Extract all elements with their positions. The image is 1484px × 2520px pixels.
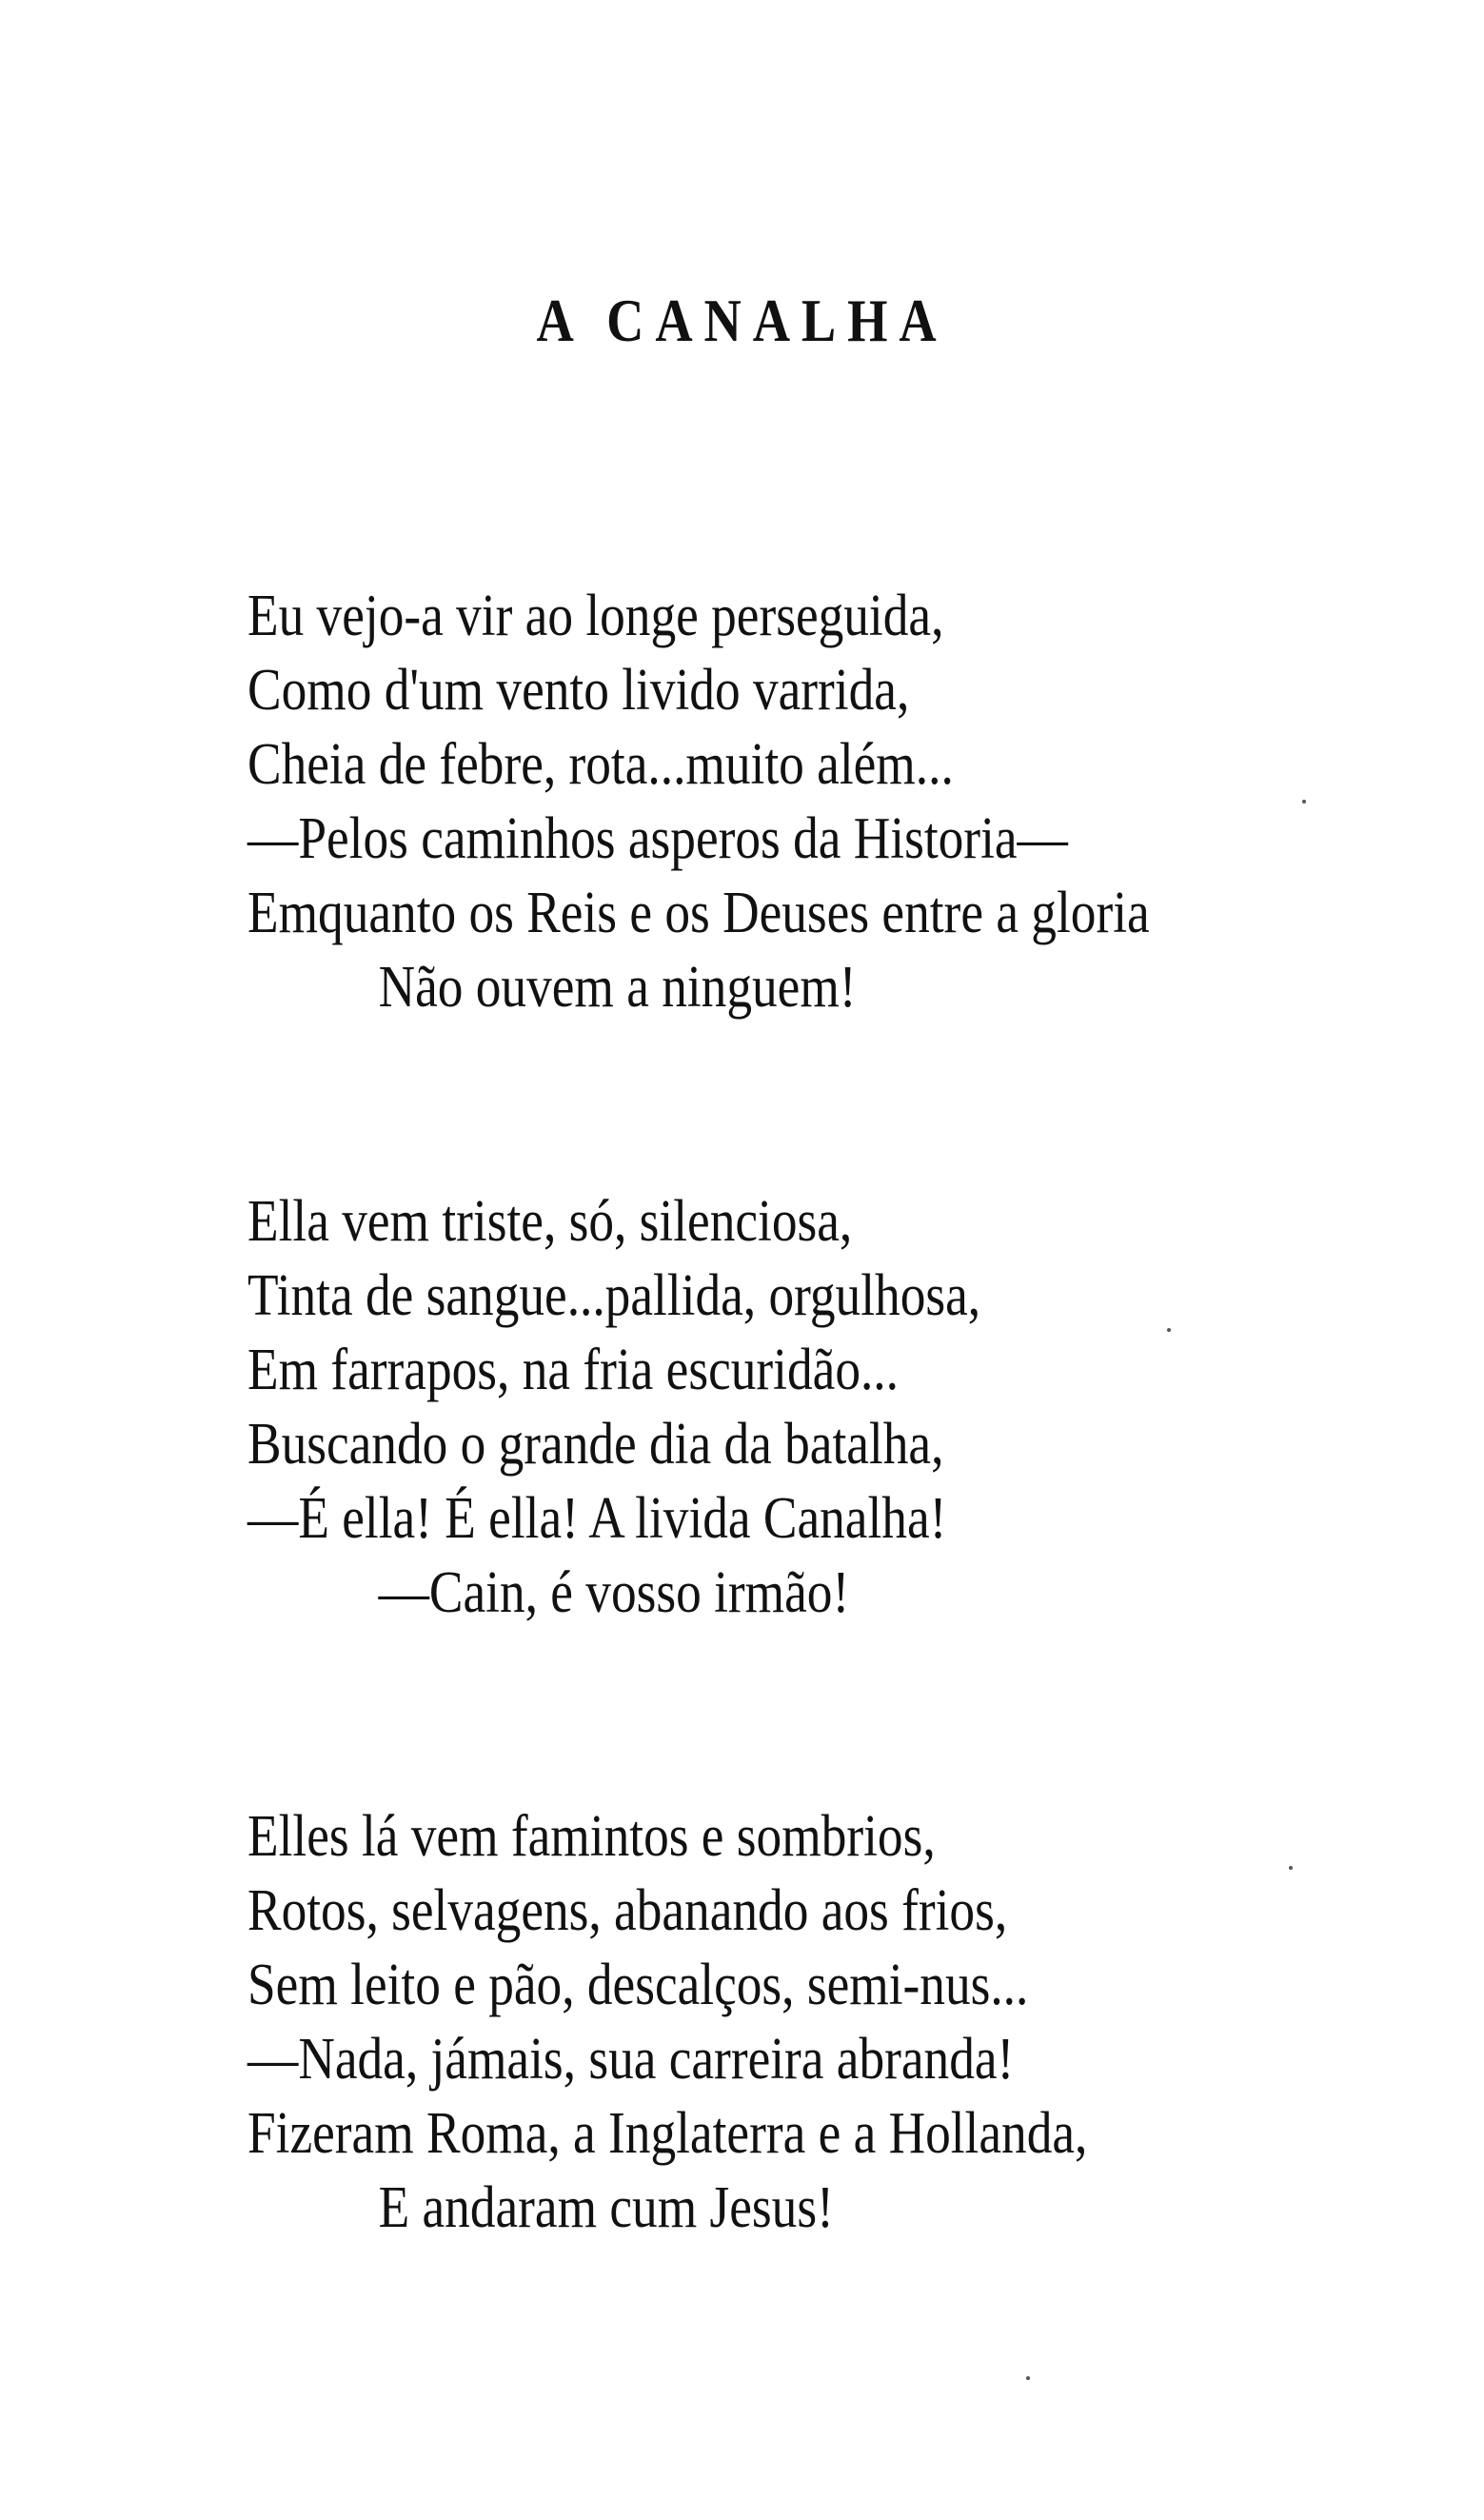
poem-title: A CANALHA <box>536 287 948 354</box>
stanza-3 <box>247 1799 1390 2245</box>
verse-line-indented: —Cain, é vosso irmão! <box>378 1560 850 1625</box>
verse-line: Cheia de febre, rota...muito além... <box>247 732 954 797</box>
verse-line: Elles lá vem famintos e sombrios, <box>247 1804 936 1869</box>
verse-line: Como d'um vento livido varrida, <box>247 658 910 723</box>
verse-line: Ella vem triste, só, silenciosa, <box>247 1189 853 1254</box>
verse-line: —Pelos caminhos asperos da Historia— <box>247 806 1068 871</box>
verse-line-indented: Não ouvem a ninguem! <box>378 955 857 1020</box>
print-speck <box>1026 2376 1030 2380</box>
verse-line: Fizeram Roma, a Inglaterra e a Hollanda, <box>247 2101 1088 2166</box>
verse-line: Sem leito e pão, descalços, semi-nus... <box>247 1953 1029 2017</box>
print-speck <box>1167 1328 1171 1332</box>
verse-line: —É ella! É ella! A livida Canalha! <box>247 1486 947 1551</box>
verse-line: Rotos, selvagens, abanando aos frios, <box>247 1878 1008 1943</box>
print-speck <box>1302 800 1306 804</box>
stanza-2 <box>247 1184 1390 1630</box>
print-speck <box>1289 1866 1293 1870</box>
verse-line: Em farrapos, na fria escuridão... <box>247 1338 899 1402</box>
stanza-1 <box>247 579 1390 1024</box>
verse-line: Eu vejo-a vir ao longe perseguida, <box>247 584 944 648</box>
verse-line: Emquanto os Reis e os Deuses entre a gloria <box>247 881 1150 945</box>
verse-line: —Nada, jámais, sua carreira abranda! <box>247 2027 1015 2092</box>
verse-line: Tinta de sangue...pallida, orgulhosa, <box>247 1263 981 1328</box>
verse-line-indented: E andaram cum Jesus! <box>378 2175 834 2240</box>
verse-line: Buscando o grande dia da batalha, <box>247 1412 944 1477</box>
